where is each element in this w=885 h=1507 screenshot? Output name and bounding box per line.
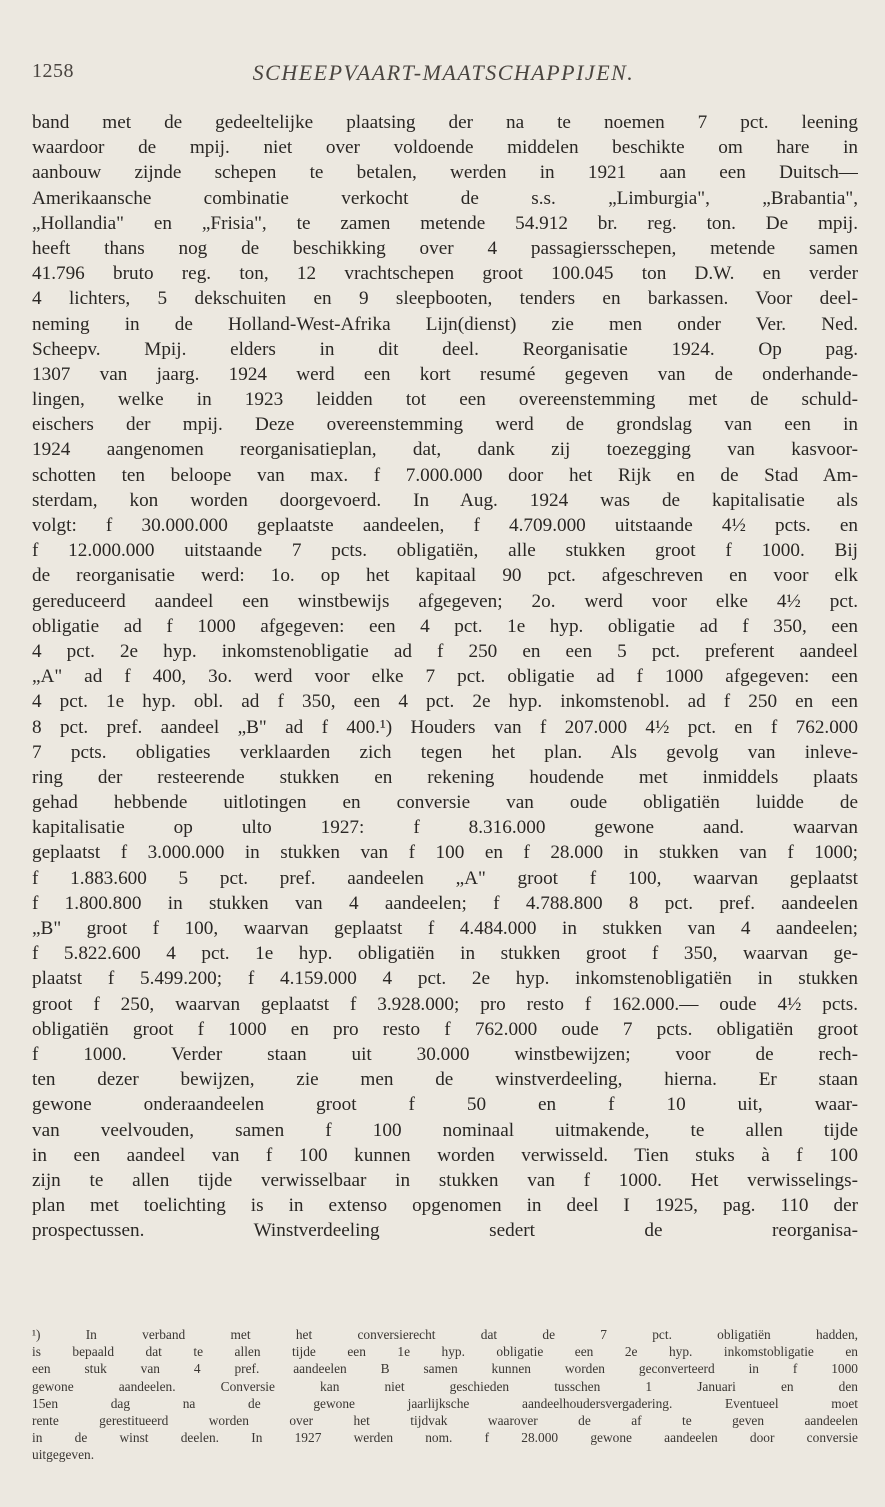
page-number: 1258 [32,60,74,82]
text-line: „A" ad f 400, 3o. werd voor elke 7 pct. obligatie ad f 1000 afgegeven: een [32,666,858,688]
text-line: 1307 van jaarg. 1924 werd een kort resumé gegeven van de onderhande- [32,363,858,385]
text-line: neming in de Holland-West-Afrika Lijn(dienst) zie men onder Ver. Ned. [32,313,858,335]
text-line: obligatie ad f 1000 afgegeven: een 4 pct. 1e hyp. obligatie ad f 350, een [32,615,858,637]
text-line: in een aandeel van f 100 kunnen worden verwisseld. Tien stuks à f 100 [32,1144,858,1166]
text-line: 41.796 bruto reg. ton, 12 vrachtschepen groot 100.045 ton D.W. en verder [32,263,858,285]
text-line: 1924 aangenomen reorganisatieplan, dat, dank zij toezegging van kasvoor- [32,439,858,461]
text-line: 7 pcts. obligaties verklaarden zich tegen het plan. Als gevolg van inleve- [32,741,858,763]
text-line: f 1.883.600 5 pct. pref. aandeelen „A" groot f 100, waarvan geplaatst [32,867,858,889]
footnote-line: in de winst deelen. In 1927 werden nom. f 28.000 gewone aandeelen door conversie [32,1430,858,1446]
text-line: gewone onderaandeelen groot f 50 en f 10 uit, waar- [32,1094,858,1116]
text-line: eischers der mpij. Deze overeenstemming werd de grondslag van een in [32,414,858,436]
text-line: 4 pct. 2e hyp. inkomstenobligatie ad f 250 en een 5 pct. preferent aandeel [32,640,858,662]
footnote-line: uitgegeven. [32,1447,95,1463]
text-line: groot f 250, waarvan geplaatst f 3.928.000; pro resto f 162.000.— oude 4½ pcts. [32,993,858,1015]
running-title: SCHEEPVAART-MAATSCHAPPIJEN. [252,60,635,85]
text-line: gehad hebbende uitlotingen en conversie van oude obligatiën luidde de [32,792,858,814]
text-line: 4 pct. 1e hyp. obl. ad f 350, een 4 pct. 2e hyp. inkomstenobl. ad f 250 en een [32,691,858,713]
text-line: 4 lichters, 5 dekschuiten en 9 sleepbooten, tenders en barkassen. Voor deel- [32,288,858,310]
text-line: zijn te allen tijde verwisselbaar in stukken van f 1000. Het verwisselings- [32,1169,858,1191]
footnote-line: is bepaald dat te allen tijde een 1e hyp. obligatie een 2e hyp. inkomstobligatie en [32,1344,858,1360]
text-line: schotten ten beloope van max. f 7.000.000 door het Rijk en de Stad Am- [32,464,858,486]
text-line: 8 pct. pref. aandeel „B" ad f 400.¹) Houders van f 207.000 4½ pct. en f 762.000 [32,716,858,738]
text-line: volgt: f 30.000.000 geplaatste aandeelen, f 4.709.000 uitstaande 4½ pcts. en [32,515,858,536]
text-line: heeft thans nog de beschikking over 4 passagiersschepen, metende samen [32,237,858,259]
footnote-line: gewone aandeelen. Conversie kan niet geschieden tusschen 1 Januari en den [32,1378,858,1394]
text-line: ring der resteerende stukken en rekening houdende met inmiddels plaats [32,766,858,788]
text-line: plaatst f 5.499.200; f 4.159.000 4 pct. 2e hyp. inkomstenobligatiën in stukken [32,968,858,990]
footnote [32,1326,858,1464]
text-line: van veelvouden, samen f 100 nominaal uitmakende, te allen tijde [32,1119,858,1141]
text-line: waardoor de mpij. niet over voldoende middelen beschikte om hare in [32,137,858,159]
text-line: geplaatst f 3.000.000 in stukken van f 100 en f 28.000 in stukken van f 1000; [32,842,858,864]
text-line: f 12.000.000 uitstaande 7 pcts. obligatiën, alle stukken groot f 1000. Bij [32,540,858,562]
text-line: band met de gedeeltelijke plaatsing der na te noemen 7 pct. leening [32,112,858,133]
text-line: f 1000. Verder staan uit 30.000 winstbewijzen; voor de rech- [32,1043,858,1065]
footnote-line: een stuk van 4 pref. aandeelen B samen kunnen worden geconverteerd in f 1000 [32,1361,858,1377]
text-line: f 5.822.600 4 pct. 1e hyp. obligatiën in stukken groot f 350, waarvan ge- [32,943,858,965]
page-header [32,60,855,90]
text-line: „Hollandia" en „Frisia", te zamen metende 54.912 br. reg. ton. De mpij. [32,212,858,234]
text-line: gereduceerd aandeel een winstbewijs afgegeven; 2o. werd voor elke 4½ pct. [32,590,858,612]
footnote-line: rente gerestitueerd worden over het tijdvak waarover de af te geven aandeelen [32,1412,858,1428]
text-line: kapitalisatie op ulto 1927: f 8.316.000 gewone aand. waarvan [32,817,858,839]
text-line: f 1.800.800 in stukken van 4 aandeelen; f 4.788.800 8 pct. pref. aandeelen [32,892,858,914]
footnote-line: ¹) In verband met het conversierecht dat de 7 pct. obligatiën hadden, [32,1327,858,1342]
text-line: Scheepv. Mpij. elders in dit deel. Reorganisatie 1924. Op pag. [32,338,858,360]
text-line: plan met toelichting is in extenso opgenomen in deel I 1925, pag. 110 der [32,1195,858,1217]
text-line: obligatiën groot f 1000 en pro resto f 762.000 oude 7 pcts. obligatiën groot [32,1018,858,1040]
text-line: de reorganisatie werd: 1o. op het kapitaal 90 pct. afgeschreven en voor elk [32,565,858,587]
footnote-line: 15en dag na de gewone jaarlijksche aandeelhoudersvergadering. Eventueel moet [32,1395,858,1411]
text-line: aanbouw zijnde schepen te betalen, werden in 1921 aan een Duitsch— [32,162,858,184]
text-line: sterdam, kon worden doorgevoerd. In Aug. 1924 was de kapitalisatie als [32,489,858,511]
text-line: prospectussen. Winstverdeeling sedert de reorganisa- [32,1220,858,1242]
text-line: „B" groot f 100, waarvan geplaatst f 4.484.000 in stukken van 4 aandeelen; [32,918,858,939]
body-text [32,110,858,1243]
text-line: Amerikaansche combinatie verkocht de s.s. „Limburgia", „Brabantia", [32,187,858,209]
text-line: ten dezer bewijzen, zie men de winstverdeeling, hierna. Er staan [32,1069,858,1091]
text-line: lingen, welke in 1923 leidden tot een overeenstemming met de schuld- [32,389,858,411]
